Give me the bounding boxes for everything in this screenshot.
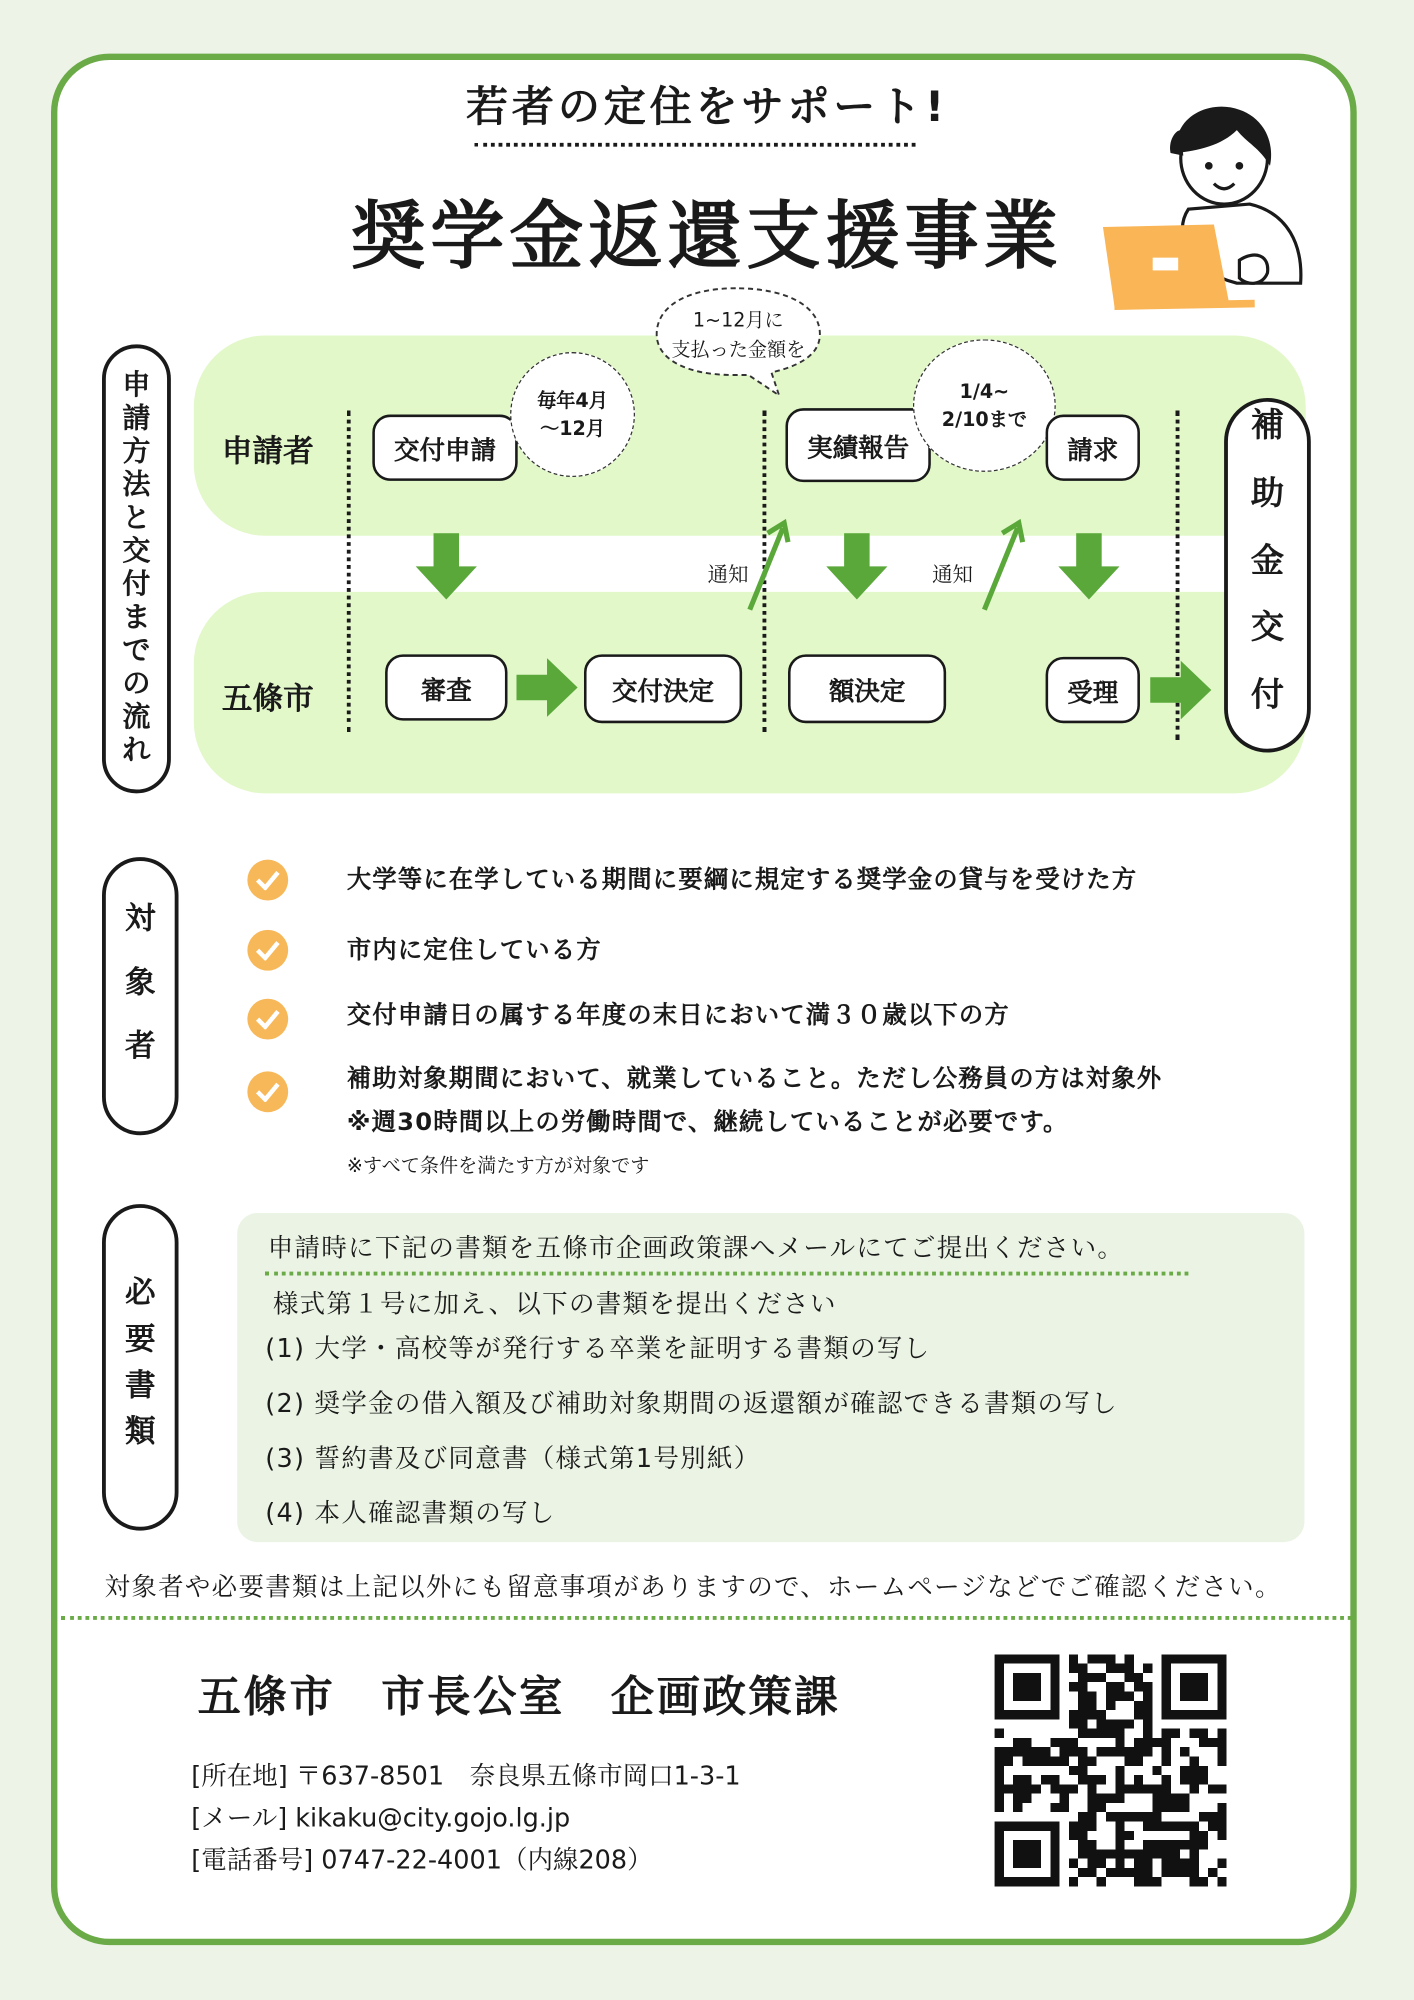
address-line [191, 1755, 740, 1792]
document-item-3: (3) 誓約書及び同意書（様式第1号別紙） [265, 1442, 761, 1474]
document-item-1: (1) 大学・高校等が発行する卒業を証明する書類の写し [265, 1332, 931, 1364]
right-arrow-icon [1150, 661, 1211, 720]
step-receipt: 受理 [1046, 657, 1140, 723]
subtitle: 若者の定住をサポート! [466, 81, 949, 132]
target-item-4: 補助対象期間において、就業していること。ただし公務員の方は対象外 [346, 1065, 1163, 1094]
down-arrow-icon [1056, 533, 1122, 599]
targets-section-label [102, 857, 179, 1135]
right-arrow-icon [516, 658, 577, 717]
phone-label: [電話番号] [191, 1844, 314, 1875]
notice-label-2: 通知 [932, 562, 973, 587]
subtitle-underline [474, 143, 915, 147]
bubble-period: 毎年4月 〜12月 [510, 352, 635, 477]
check-icon [247, 930, 288, 971]
bubble-deadline: 1/4~ 2/10まで [913, 339, 1056, 472]
mail-line [191, 1797, 570, 1834]
check-icon [247, 1071, 288, 1112]
person-laptop-illustration [1097, 92, 1314, 311]
phone-line [191, 1839, 652, 1876]
mail-value[interactable]: kikaku@city.gojo.lg.jp [295, 1802, 571, 1833]
page-title: 奨学金返還支援事業 [351, 192, 1063, 280]
target-item-1: 大学等に在学している期間に要綱に規定する奨学金の貸与を受けた方 [346, 866, 1138, 895]
address-value: 〒637-8501 奈良県五條市岡口1-3-1 [295, 1760, 741, 1791]
notice-label-1: 通知 [707, 562, 749, 587]
documents-divider [265, 1272, 1188, 1276]
step-decision: 交付決定 [584, 654, 742, 723]
target-item-3: 交付申請日の属する年度の末日において満３０歳以下の方 [346, 1001, 1010, 1030]
grant-label-text: 補 助 金 交 付 [1250, 407, 1285, 715]
applicant-label: 申請者 [221, 433, 314, 470]
flow-section-label [102, 344, 171, 793]
check-icon [247, 860, 288, 901]
targets-footnote: ※すべて条件を満たす方が対象です [346, 1154, 650, 1178]
notice-arrow-icon [977, 518, 1028, 615]
phone-value: 0747-22-4001（内線208） [321, 1844, 653, 1875]
target-item-2: 市内に定住している方 [346, 936, 602, 965]
documents-lead: 様式第１号に加え、以下の書類を提出ください [272, 1288, 837, 1319]
documents-intro: 申請時に下記の書類を五條市企画政策課へメールにてご提出ください。 [267, 1232, 1125, 1263]
document-item-4: (4) 本人確認書類の写し [265, 1497, 556, 1529]
city-label: 五條市 [221, 681, 314, 717]
documents-section-label [102, 1204, 179, 1531]
down-arrow-icon [824, 533, 890, 599]
flow-section-label-text: 申 請 方 法 と 交 付 ま で の 流 れ [122, 370, 151, 767]
step-apply: 交付申請 [372, 415, 517, 481]
footer-note: 対象者や必要書類は上記以外にも留意事項がありますので、ホームページなどでご確認ください。 [104, 1571, 1282, 1603]
mail-label: [メール] [191, 1802, 288, 1833]
address-label: [所在地] [191, 1760, 288, 1791]
target-item-4-note: ※週30時間以上の労働時間で、継続していることが必要です。 [346, 1108, 1069, 1137]
notice-arrow-icon [742, 518, 793, 615]
grant-label [1224, 398, 1311, 753]
step-claim: 請求 [1046, 415, 1140, 481]
office-name: 五條市 市長公室 企画政策課 [197, 1672, 841, 1724]
divider-1 [347, 411, 351, 732]
step-amount: 額決定 [788, 654, 946, 723]
targets-section-label-text: 対 象 者 [124, 899, 156, 1064]
qr-code[interactable] [995, 1654, 1227, 1886]
step-review: 審査 [385, 654, 507, 720]
bubble-paid-text: 1~12月に 支払った金額を [671, 308, 806, 361]
down-arrow-icon [413, 533, 479, 599]
step-report: 実績報告 [785, 408, 930, 482]
document-item-2: (2) 奨学金の借入額及び補助対象期間の返還額が確認できる書類の写し [265, 1387, 1118, 1419]
footer-divider [61, 1616, 1351, 1620]
check-icon [247, 999, 288, 1040]
documents-section-label-text: 必 要 書 類 [124, 1274, 156, 1450]
